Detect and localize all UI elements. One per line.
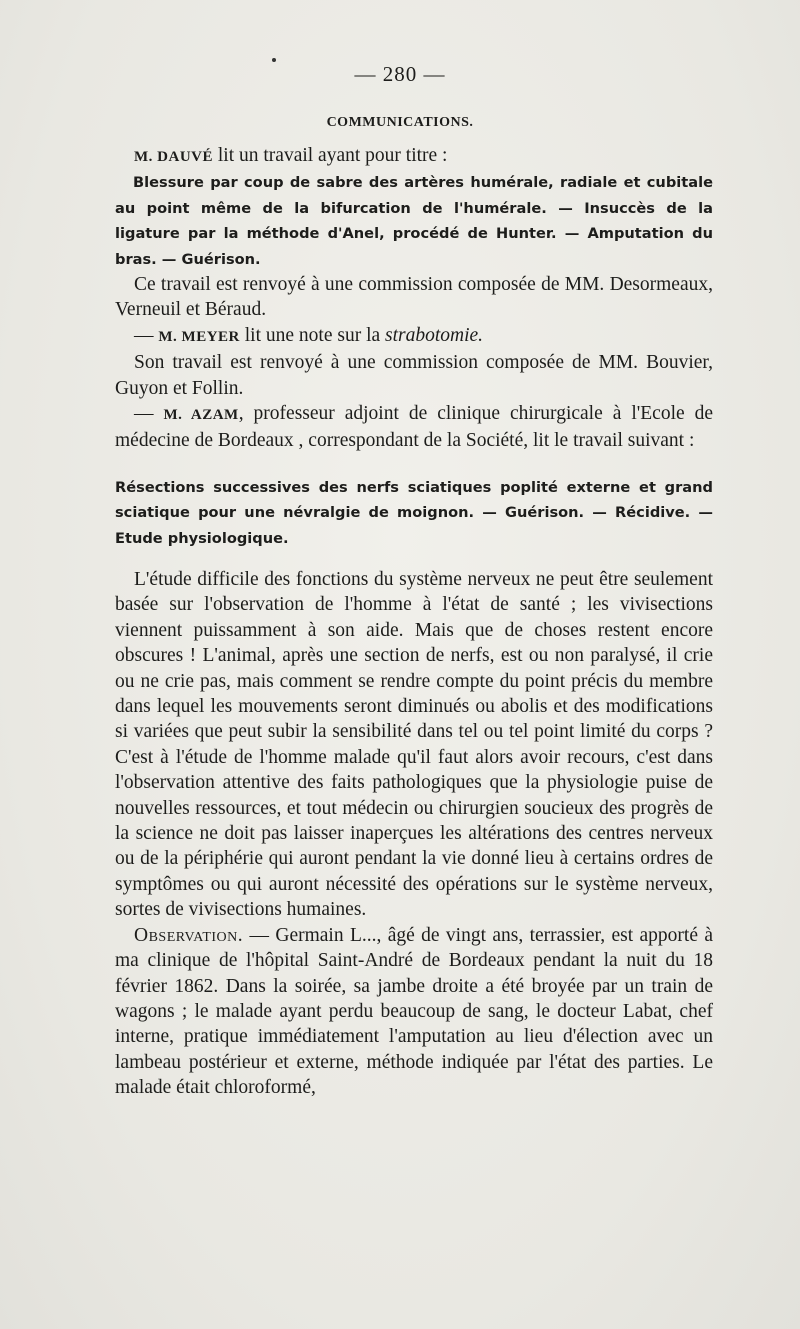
azam-title-section — [115, 475, 713, 551]
dauve-referral: Ce travail est renvoyé à une commission composée de MM. Desormeaux, Verneuil et Béraud. — [115, 274, 713, 321]
dauve-name: M. DAUVÉ — [134, 149, 213, 165]
observation-text: — Germain L..., âgé de vingt ans, terrassier, est apporté à ma clinique de l'hôpital Saint-André de Bordeaux pendant la nuit du 18 février 1862. Dans la soirée, sa jambe droite a été broyée par un train de wagons ; le malade ayant perdu beaucoup de sang, le docteur Labat, chef interne, pratique immédiatement l'amputation au lieu d'élection avec un lambeau postérieur et externe, méthode indiquée par l'état des parties. Le malade était chloroformé, — [115, 924, 713, 1099]
meyer-referral: Son travail est renvoyé à une commission composée de MM. Bouvier, Guyon et Follin. — [115, 352, 713, 399]
azam-body-section — [115, 567, 713, 1101]
azam-body-paragraph: L'étude difficile des fonctions du système nerveux ne peut être seulement basée sur l'observation de l'homme à l'état de santé ; les vivisections viennent puissamment à son aide. Mais que de choses restent encore obscures ! L'animal, après une section de nerfs, est ou non paralysé, il crie ou ne crie pas, mais comment se rendre compte du point précis du membre dans lequel les mouvements seront diminués ou abolis et des modifications si variées que peut subir la sensibilité dans tel ou tel point limité du corps ? C'est à l'étude de l'homme malade qu'il faut alors avoir recours, c'est dans l'observation attentive des faits pathologiques que la physiologie puise de nouvelles ressources, et tout médecin ou chirurgien soucieux des progrès de la science ne doit pas laisser inaperçues les altérations des centres nerveux ou de la périphérie qui auront pendant la vie donné lieu à certains ordres de symptômes ou qui auront nécessité des opérations sur le système nerveux, sortes de vivisections humaines. — [115, 569, 713, 921]
meyer-name: M. MEYER — [158, 328, 240, 345]
observation-paragraph — [115, 923, 713, 1101]
dauve-meyer-azam-section — [115, 143, 713, 454]
meyer-dash: — — [134, 324, 159, 346]
azam-dash: — — [134, 403, 164, 425]
azam-intro-text: , professeur adjoint de clinique chirurgicale à l'Ecole de médecine de Bordeaux , correspondant de la Société, lit le travail suivant : — [115, 403, 714, 452]
azam-paper-title: Résections successives des nerfs sciatiques poplité externe et grand sciatique pour une névralgie de moignon. — Guérison. — Récidive. — Etude physiologique. — [115, 479, 713, 547]
dauve-paper-title: Blessure par coup de sabre des artères humérale, radiale et cubitale au point même de la bifurcation de l'humérale. — Insuccès de la ligature par la méthode d'Anel, procédé de Hunter. — Amputation du bras. — Guérison. — [115, 174, 713, 268]
azam-name: M. AZAM — [163, 407, 239, 424]
page-number: — 280 — — [354, 62, 446, 86]
dauve-intro-text: lit un travail ayant pour titre : — [213, 145, 448, 166]
meyer-subject: strabotomie. — [385, 324, 484, 346]
azam-intro — [115, 401, 713, 454]
meyer-intro — [115, 323, 713, 350]
running-head: COMMUNICATIONS. — [326, 115, 474, 130]
meyer-text: lit une note sur la — [239, 324, 386, 346]
observation-label: Observation. — [134, 924, 244, 946]
dauve-intro — [115, 143, 713, 170]
